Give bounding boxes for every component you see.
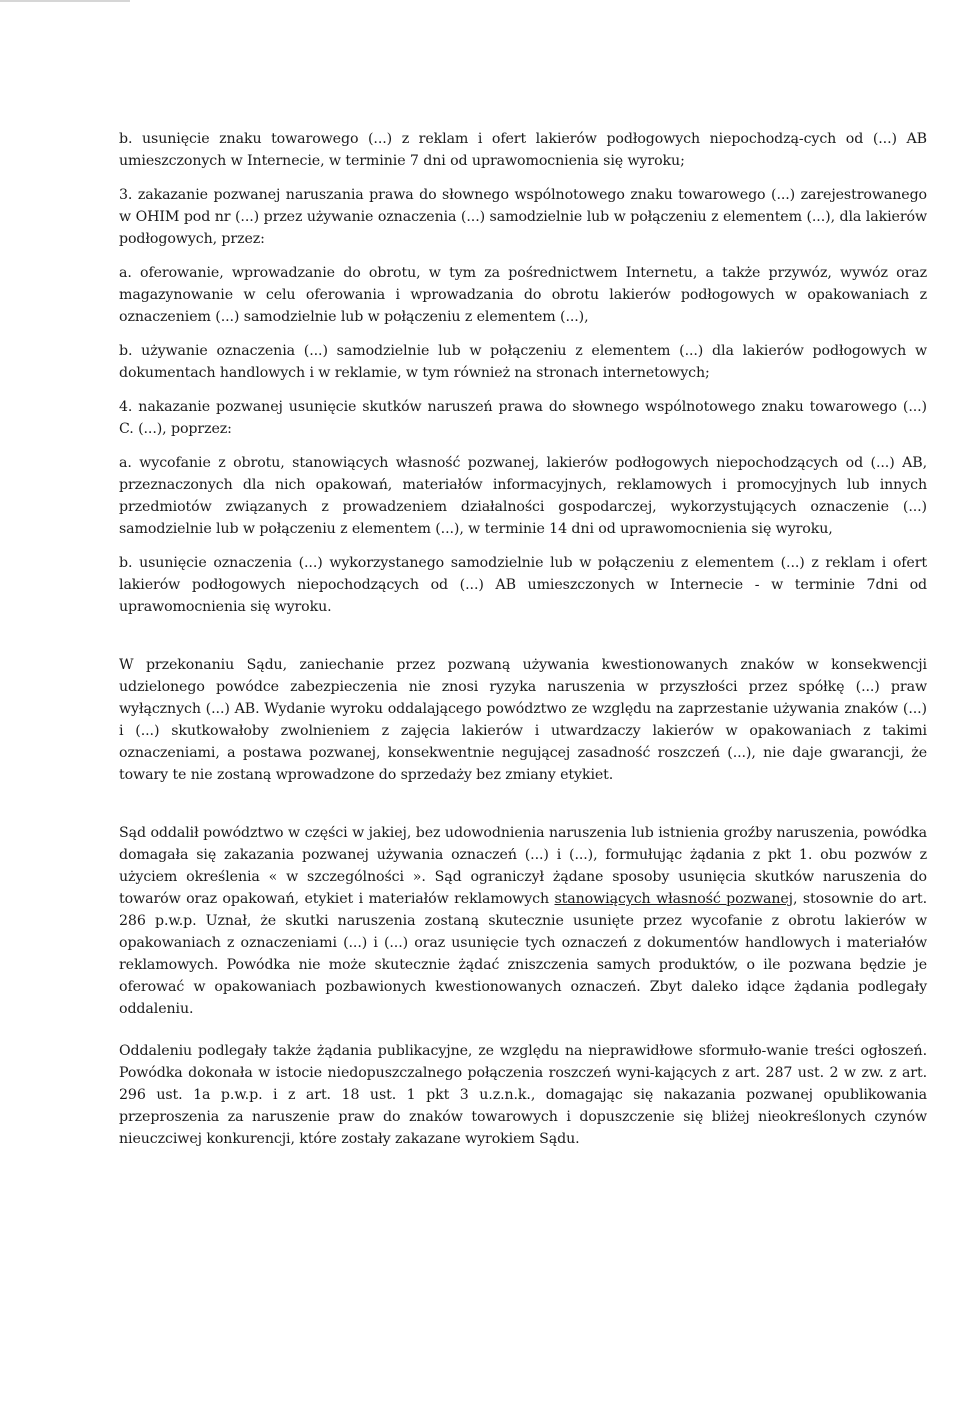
paragraph-oddaleniu-podlegaly: Oddaleniu podlegały także żądania publikacyjne, ze względu na nieprawidłowe sformuło-wanie treści ogłoszeń. Powódka dokonała w istocie niedopuszczalnego połączenia roszczeń wyni-kających z art. 287 ust. 2 w zw. z art. 296 ust. 1a p.w.p. i z art. 18 ust. 1 pkt 3 u.z.n.k., domagając się nakazania pozwanej opublikowania przeproszenia za naruszenie praw do znaków towarowych i dopuszczenie się bliżej nieokreślonych czynów nieuczciwej konkurencji, które zostały zakazane wyrokiem Sądu.	[119, 1043, 927, 1147]
paragraph-sad-oddalil-part-2: , stosownie do art. 286 p.w.p. Uznał, że skutki naruszenia zostaną skutecznie usunięte przez wycofanie z obrotu lakierów w opakowaniach z oznaczeniami (...) i (...) oraz usunięcie tych oznaczeń z dokumentów handlowych i materiałów reklamowych. Powódka nie może skutecznie żądać zniszczenia samych produktów, o ile pozwana będzie je oferować w opakowaniach pozbawionych kwestionowanych oznaczeń. Zbyt daleko idące żądania podlegały oddaleniu.	[119, 891, 927, 1017]
paragraph-3-zakazanie: 3. zakazanie pozwanej naruszania prawa do słownego wspólnotowego znaku towarowego (...) zarejestrowanego w OHIM pod nr (...) przez używanie oznaczenia (...) samodzielnie lub w połączeniu z elementem (...), dla lakierów podłogowych, przez:	[119, 187, 927, 247]
paragraph-3a-oferowanie: a. oferowanie, wprowadzanie do obrotu, w tym za pośrednictwem Internetu, a także przywóz, wywóz oraz magazynowanie w celu oferowania i wprowadzania do obrotu lakierów podłogowych w opakowaniach z oznaczeniem (...) samodzielnie lub w połączeniu z elementem (...),	[119, 265, 927, 325]
document-page	[119, 128, 927, 1162]
paragraph-3b-uzywanie: b. używanie oznaczenia (...) samodzielnie lub w połączeniu z elementem (...) dla lakierów podłogowych w dokumentach handlowych i w reklamie, w tym również na stronach internetowych;	[119, 343, 927, 381]
underlined-phrase: stanowiących własność pozwanej	[554, 891, 793, 907]
paragraph-sad-oddalil	[119, 822, 927, 1020]
paragraph-4-nakazanie: 4. nakazanie pozwanej usunięcie skutków naruszeń prawa do słownego wspólnotowego znaku towarowego (...) C. (...), poprzez:	[119, 399, 927, 437]
paragraph-przekonanie-sadu: W przekonaniu Sądu, zaniechanie przez pozwaną używania kwestionowanych znaków w konsekwencji udzielonego powódce zabezpieczenia nie znosi ryzyka naruszenia w przyszłości przez spółkę (...) praw wyłącznych (...) AB. Wydanie wyroku oddalającego powództwo ze względu na zaprzestanie używania znaków (...) i (...) skutkowałoby zwolnieniem z zajęcia lakierów i utwardzaczy lakierów w opakowaniach z takimi oznaczeniami, a postawa pozwanej, konsekwentnie negującej zasadność roszczeń (...), nie daje gwarancji, że towary te nie zostaną wprowadzone do sprzedaży bez zmiany etykiet.	[119, 657, 927, 783]
paragraph-1b-usuniecie-znaku: b. usunięcie znaku towarowego (...) z reklam i ofert lakierów podłogowych niepochodzą-cych od (...) AB umieszczonych w Internecie, w terminie 7 dni od uprawomocnienia się wyroku;	[119, 131, 927, 169]
paragraph-4a-wycofanie: a. wycofanie z obrotu, stanowiących własność pozwanej, lakierów podłogowych niepochodzących od (...) AB, przeznaczonych dla nich opakowań, materiałów informacyjnych, reklamowych i promocyjnych lub innych przedmiotów związanych z prowadzeniem działalności gospodarczej, wykorzystujących oznaczenie (...) samodzielnie lub w połączeniu z elementem (...), w terminie 14 dni od uprawomocnienia się wyroku,	[119, 455, 927, 537]
scan-edge-mark	[0, 0, 130, 2]
paragraph-4b-usuniecie-oznaczenia: b. usunięcie oznaczenia (...) wykorzystanego samodzielnie lub w połączeniu z elementem (...) z reklam i ofert lakierów podłogowych niepochodzących od (...) AB umieszczonych w Internecie - w terminie 7dni od uprawomocnienia się wyroku.	[119, 555, 927, 615]
paragraph-sad-oddalil-part-1: Sąd oddalił powództwo w części w jakiej, bez udowodnienia naruszenia lub istnienia groźby naruszenia, powódka domagała się zakazania pozwanej używania oznaczeń (...) i (...), formułując żądania z pkt 1. obu pozwów z użyciem określenia « w szczególności ». Sąd ograniczył żądane sposoby usunięcia skutków naruszenia do towarów oraz opakowań, etykiet i materiałów reklamowych	[119, 825, 927, 907]
